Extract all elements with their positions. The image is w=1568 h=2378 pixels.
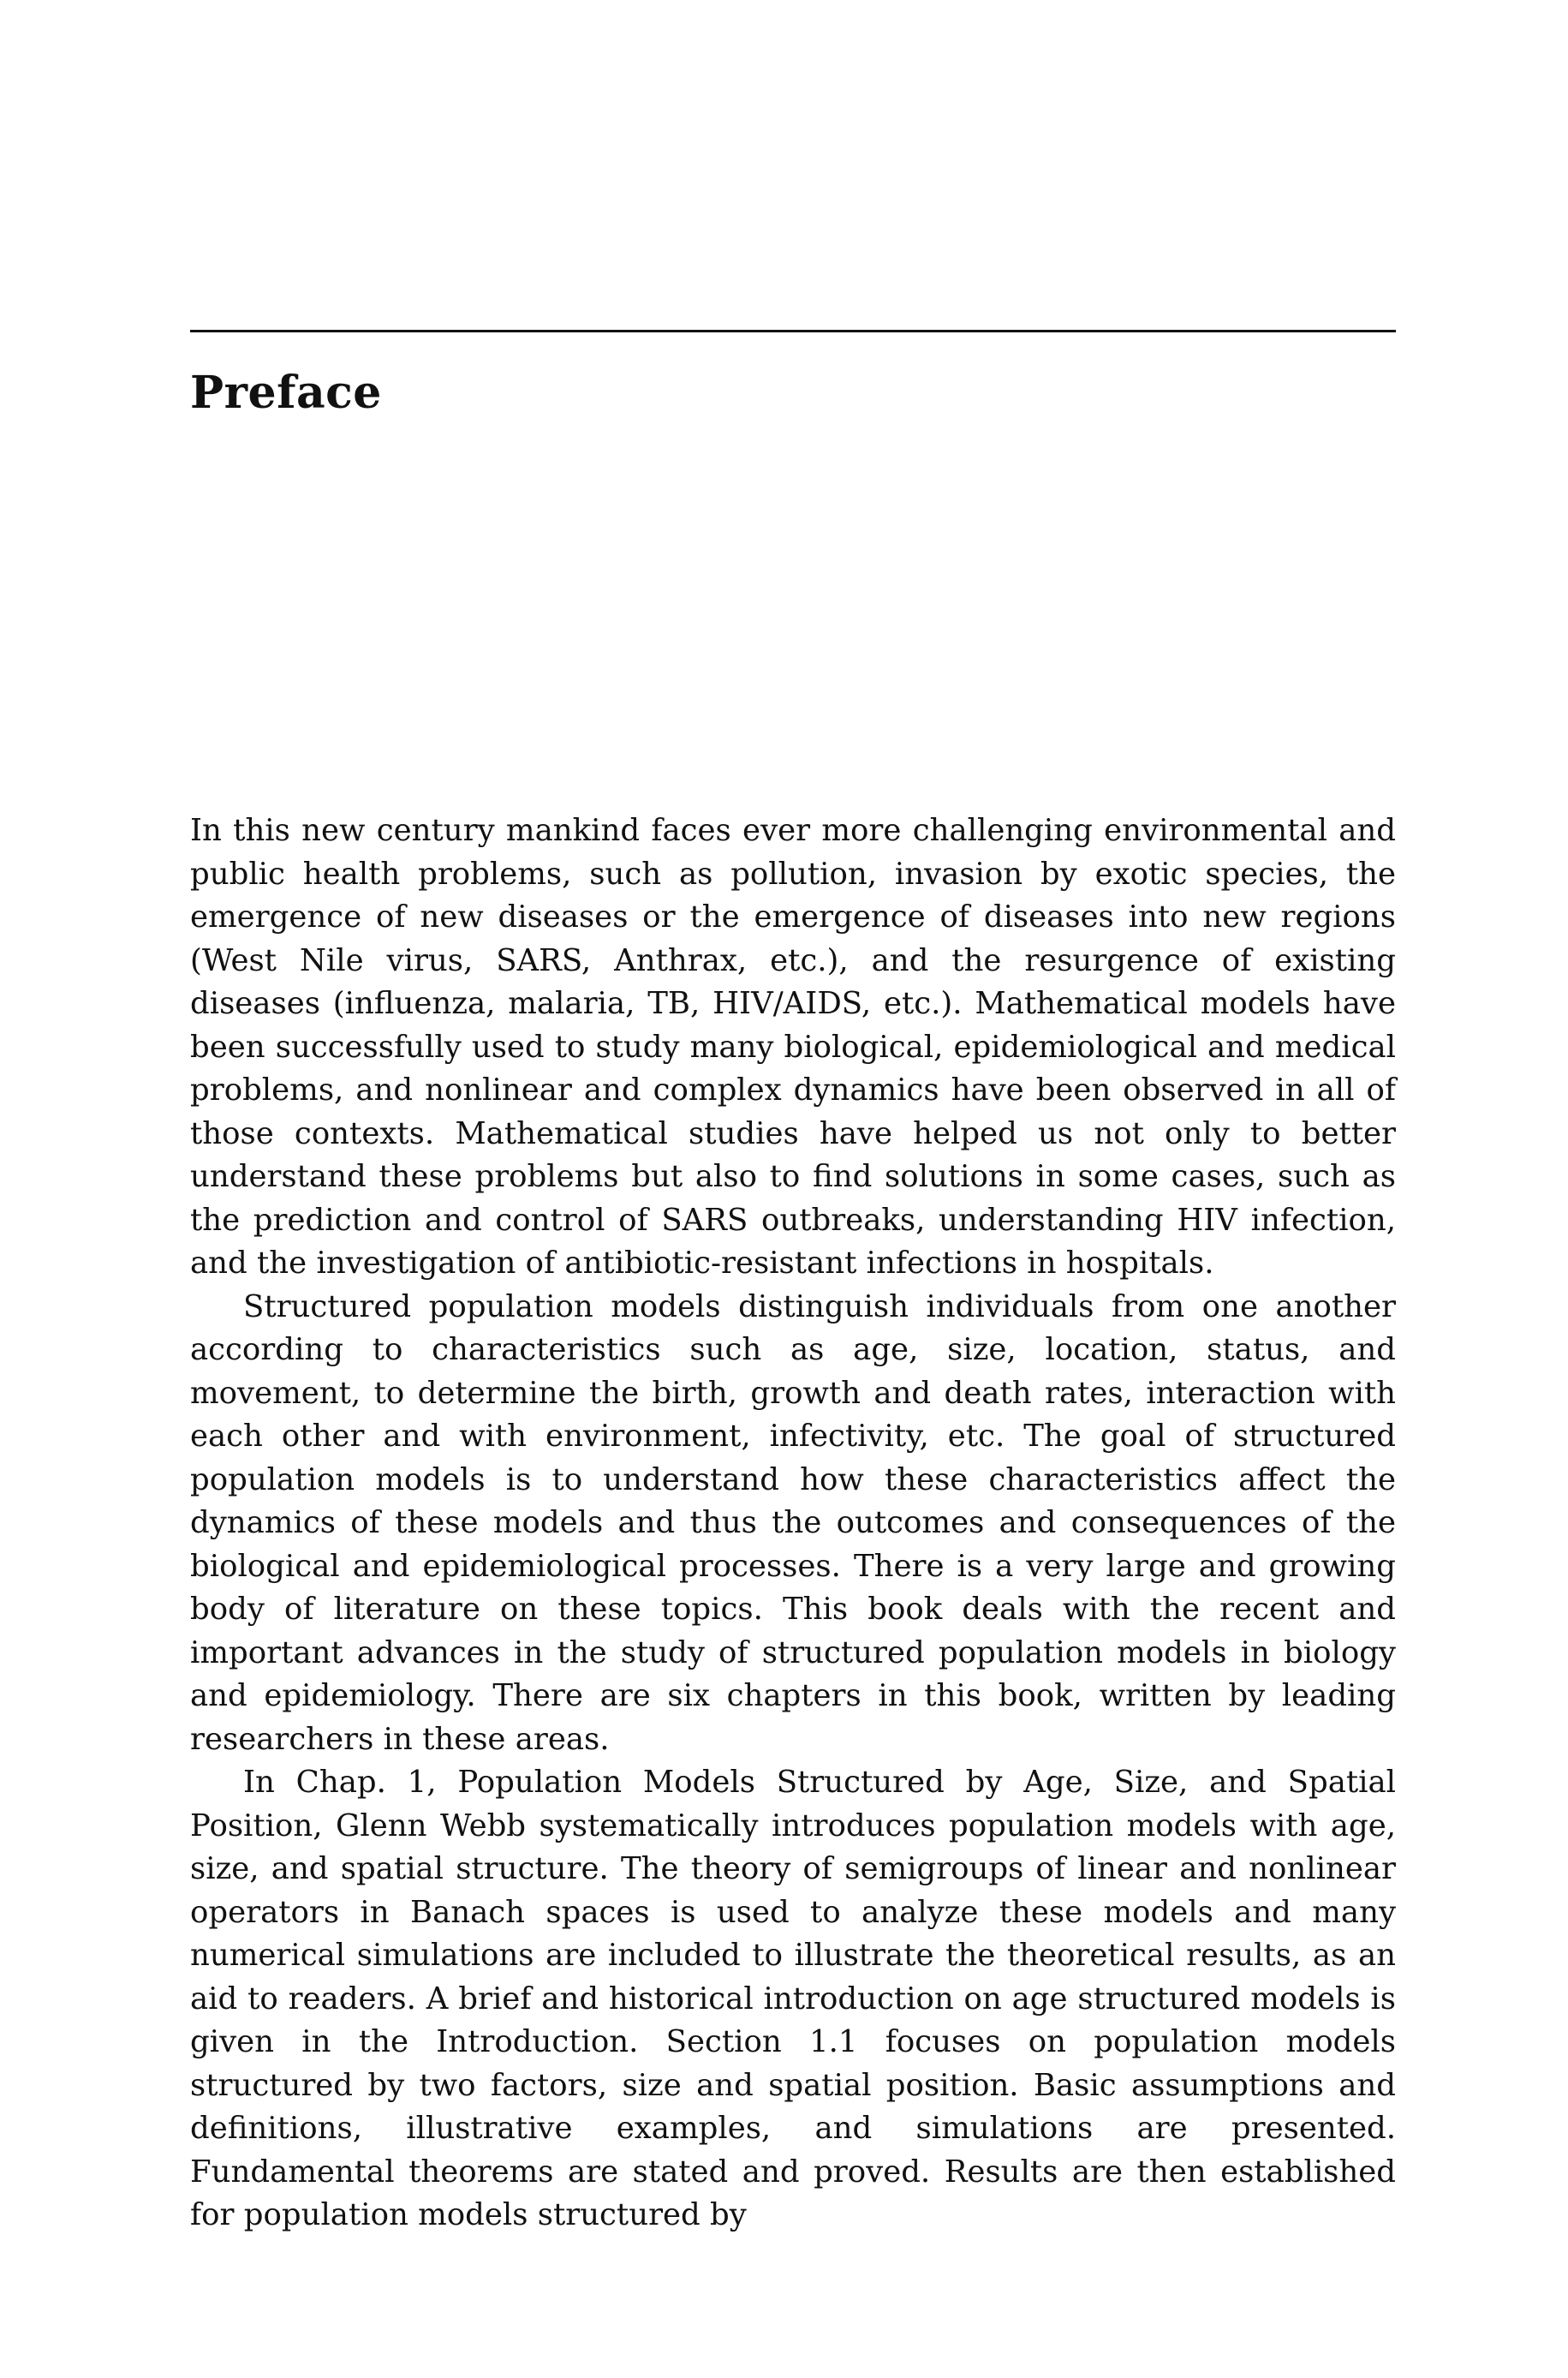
page-title: Preface [190,367,382,419]
body-text [190,810,1396,2238]
header-rule [190,330,1396,332]
paragraph-3: In Chap. 1, Population Models Structured by Age, Size, and Spatial Position, Glenn Webb systematically introduces population models with age, size, and spatial structure. The theory of semigroups of linear and nonlinear operators in Banach spaces is used to analyze these models and many numerical simulations are included to illustrate the theoretical results, as an aid to readers. A brief and historical introduction on age structured models is given in the Introduction. Section 1.1 focuses on population models structured by two factors, size and spatial position. Basic assumptions and definitions, illustrative examples, and simulations are presented. Fundamental theorems are stated and proved. Results are then established for population models structured by [190,1765,1396,2232]
paragraph-2: Structured population models distinguish individuals from one another according to characteristics such as age, size, location, status, and movement, to determine the birth, growth and death rates, interaction with each other and with environment, infectivity, etc. The goal of structured population models is to understand how these characteristics affect the dynamics of these models and thus the outcomes and consequences of the biological and epidemiological processes. There is a very large and growing body of literature on these topics. This book deals with the recent and important advances in the study of structured population models in biology and epidemiology. There are six chapters in this book, written by leading researchers in these areas. [190,1288,1396,1757]
paragraph-1: In this new century mankind faces ever more challenging environmental and public health problems, such as pollution, invasion by exotic species, the emergence of new diseases or the emergence of diseases into new regions (West Nile virus, SARS, Anthrax, etc.), and the resurgence of existing diseases (influenza, malaria, TB, HIV/AIDS, etc.). Mathematical models have been successfully used to study many biological, epidemiological and medical problems, and nonlinear and complex dynamics have been observed in all of those contexts. Mathematical studies have helped us not only to better understand these problems but also to find solutions in some cases, such as the prediction and control of SARS outbreaks, understanding HIV infection, and the investigation of antibiotic-resistant infections in hospitals. [190,813,1396,1281]
